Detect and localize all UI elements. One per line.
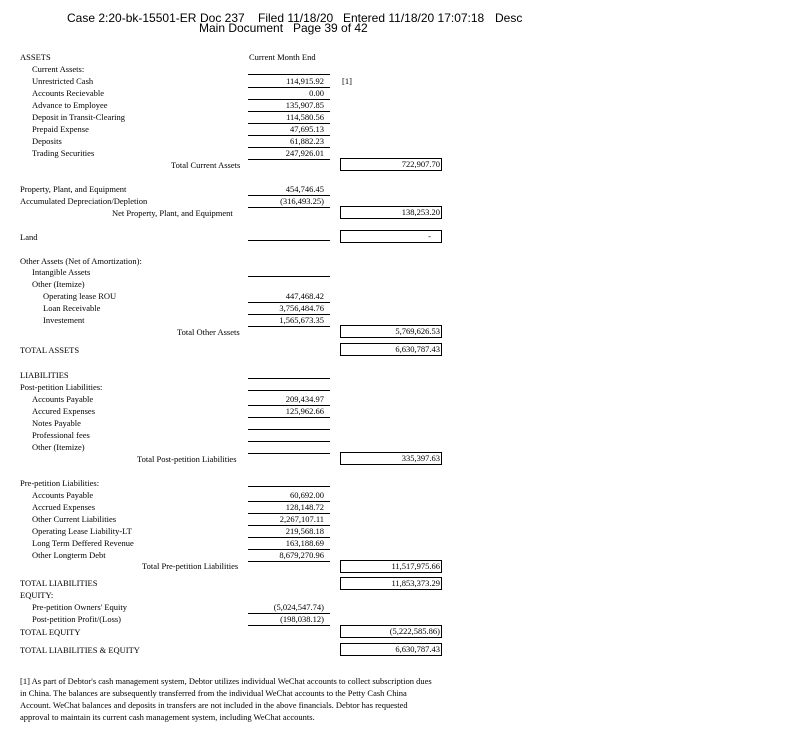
row-value: 128,148.72 <box>285 502 324 512</box>
row-label: Accumulated Depreciation/Depletion <box>20 196 148 206</box>
row-value: 1,565,673.35 <box>279 315 324 325</box>
row-label: Loan Receivable <box>43 303 101 313</box>
row-label: Property, Plant, and Equipment <box>20 184 127 194</box>
row-label: Deposit in Transit-Clearing <box>32 112 126 122</box>
row-label: Operating lease ROU <box>43 291 117 301</box>
row-value: 454,746.45 <box>285 184 324 194</box>
net-ppe-box: 138,253.20 <box>340 206 442 219</box>
row-value: 209,434.97 <box>285 394 324 404</box>
main-document-label: Main Document <box>199 21 284 35</box>
row-label: Long Term Deffered Revenue <box>32 538 134 548</box>
row-label: Other (Itemize) <box>32 279 85 289</box>
row-value: 447,468.42 <box>285 291 324 301</box>
rule <box>248 390 330 391</box>
total-label: Net Property, Plant, and Equipment <box>112 208 233 218</box>
rule <box>248 453 330 454</box>
rule <box>248 74 330 75</box>
row-value: 2,267,107.11 <box>279 514 324 524</box>
row-label: Prepaid Expense <box>32 124 89 134</box>
total-post-petition-box: 335,397.63 <box>340 452 442 465</box>
row-value: (316,493.25) <box>280 196 324 206</box>
row-label: Other Current Liabilities <box>32 514 117 524</box>
row-value: 219,568.18 <box>285 526 324 536</box>
total-le-label: TOTAL LIABILITIES & EQUITY <box>20 645 140 655</box>
other-assets-heading: Other Assets (Net of Amortization): <box>20 256 142 266</box>
row-label: Intangible Assets <box>32 267 91 277</box>
row-label: Other Longterm Debt <box>32 550 106 560</box>
rule <box>248 486 330 487</box>
total-other-assets-box: 5,769,626.53 <box>340 325 442 338</box>
rule <box>248 326 330 327</box>
row-label: Accounts Recievable <box>32 88 104 98</box>
row-value: 125,962.66 <box>285 406 324 416</box>
row-value: 114,915.92 <box>286 76 324 86</box>
row-label: Investement <box>43 315 85 325</box>
row-label: Land <box>20 232 38 242</box>
total-equity-box: (5,222,585.86) <box>340 625 442 638</box>
row-value: 3,756,484.76 <box>279 303 324 313</box>
row-label: Professional fees <box>32 430 90 440</box>
total-label: Total Current Assets <box>171 160 241 170</box>
rule <box>248 625 330 626</box>
row-label: Operating Lease Liability-LT <box>32 526 132 536</box>
total-liabilities-label: TOTAL LIABILITIES <box>20 578 98 588</box>
rule <box>248 441 330 442</box>
rule <box>248 207 330 208</box>
row-label: Post-petition Profit/(Loss) <box>32 614 122 624</box>
rule <box>248 378 330 379</box>
page-number: Page 39 of 42 <box>293 21 368 35</box>
row-label: Accured Expenses <box>32 406 96 416</box>
row-label: Other (Itemize) <box>32 442 85 452</box>
total-liabilities-box: 11,853,373.29 <box>340 577 442 590</box>
column-header: Current Month End <box>249 52 316 62</box>
row-label: Notes Payable <box>32 418 81 428</box>
total-pre-petition-box: 11,517,975.66 <box>340 560 442 573</box>
row-label: Pre-petition Owners' Equity <box>32 602 128 612</box>
footnote-marker: [1] <box>342 76 352 86</box>
current-assets-heading: Current Assets: <box>32 64 85 74</box>
rule <box>248 159 330 160</box>
doc-number: Doc 237 <box>200 11 245 25</box>
total-current-assets-box: 722,907.70 <box>340 158 442 171</box>
row-value: 8,679,270.96 <box>279 550 324 560</box>
row-value: 135,907.85 <box>285 100 324 110</box>
row-label: Deposits <box>32 136 62 146</box>
row-label: Accounts Payable <box>32 490 94 500</box>
row-value: 47,695.13 <box>290 124 324 134</box>
equity-heading: EQUITY: <box>20 590 54 600</box>
rule <box>248 240 330 241</box>
assets-heading: ASSETS <box>20 52 51 62</box>
rule <box>248 429 330 430</box>
total-label: Total Pre-petition Liabilities <box>142 561 239 571</box>
row-value: 114,580.56 <box>286 112 324 122</box>
total-equity-label: TOTAL EQUITY <box>20 627 81 637</box>
row-label: Advance to Employee <box>32 100 108 110</box>
case-number: Case 2:20-bk-15501-ER <box>67 11 197 25</box>
row-value: 247,926.01 <box>285 148 324 158</box>
pre-petition-heading: Pre-petition Liabilities: <box>20 478 100 488</box>
row-value: 163,188.69 <box>285 538 324 548</box>
entered-date: Entered 11/18/20 17:07:18 <box>343 11 485 25</box>
total-assets-box: 6,630,787.43 <box>340 343 442 356</box>
row-value: 0.00 <box>309 88 324 98</box>
row-label: Unrestricted Cash <box>32 76 94 86</box>
desc-label: Desc <box>495 11 523 25</box>
row-label: Accrued Expenses <box>32 502 96 512</box>
rule <box>248 417 330 418</box>
row-value: (198,038.12) <box>280 614 324 624</box>
footnote-text: [1] As part of Debtor's cash management system, Debtor utilizes individual WeChat accounts to collect subscription dues in China. The balances are subsequently transferred from the individual WeChat accounts to the Petty Cash China Account. WeChat balances and deposits in transfers are not included in the above financials. Debtor has requested approval to maintain its current cash management system, including WeChat accounts. <box>20 676 432 722</box>
total-label: Total Other Assets <box>177 327 240 337</box>
row-value: (5,024,547.74) <box>273 602 324 612</box>
row-label: Accounts Payable <box>32 394 94 404</box>
filed-date: Filed 11/18/20 <box>258 11 334 25</box>
row-value: 60,692.00 <box>290 490 324 500</box>
land-box: - <box>340 230 442 243</box>
total-assets-label: TOTAL ASSETS <box>20 345 80 355</box>
post-petition-heading: Post-petition Liabilities: <box>20 382 103 392</box>
total-label: Total Post-petition Liabilities <box>137 454 237 464</box>
liabilities-heading: LIABILITIES <box>20 370 69 380</box>
rule <box>248 276 330 277</box>
rule <box>248 561 330 562</box>
total-liabilities-equity-box: 6,630,787.43 <box>340 643 442 656</box>
row-label: Trading Securities <box>32 148 95 158</box>
row-value: 61,882.23 <box>290 136 324 146</box>
